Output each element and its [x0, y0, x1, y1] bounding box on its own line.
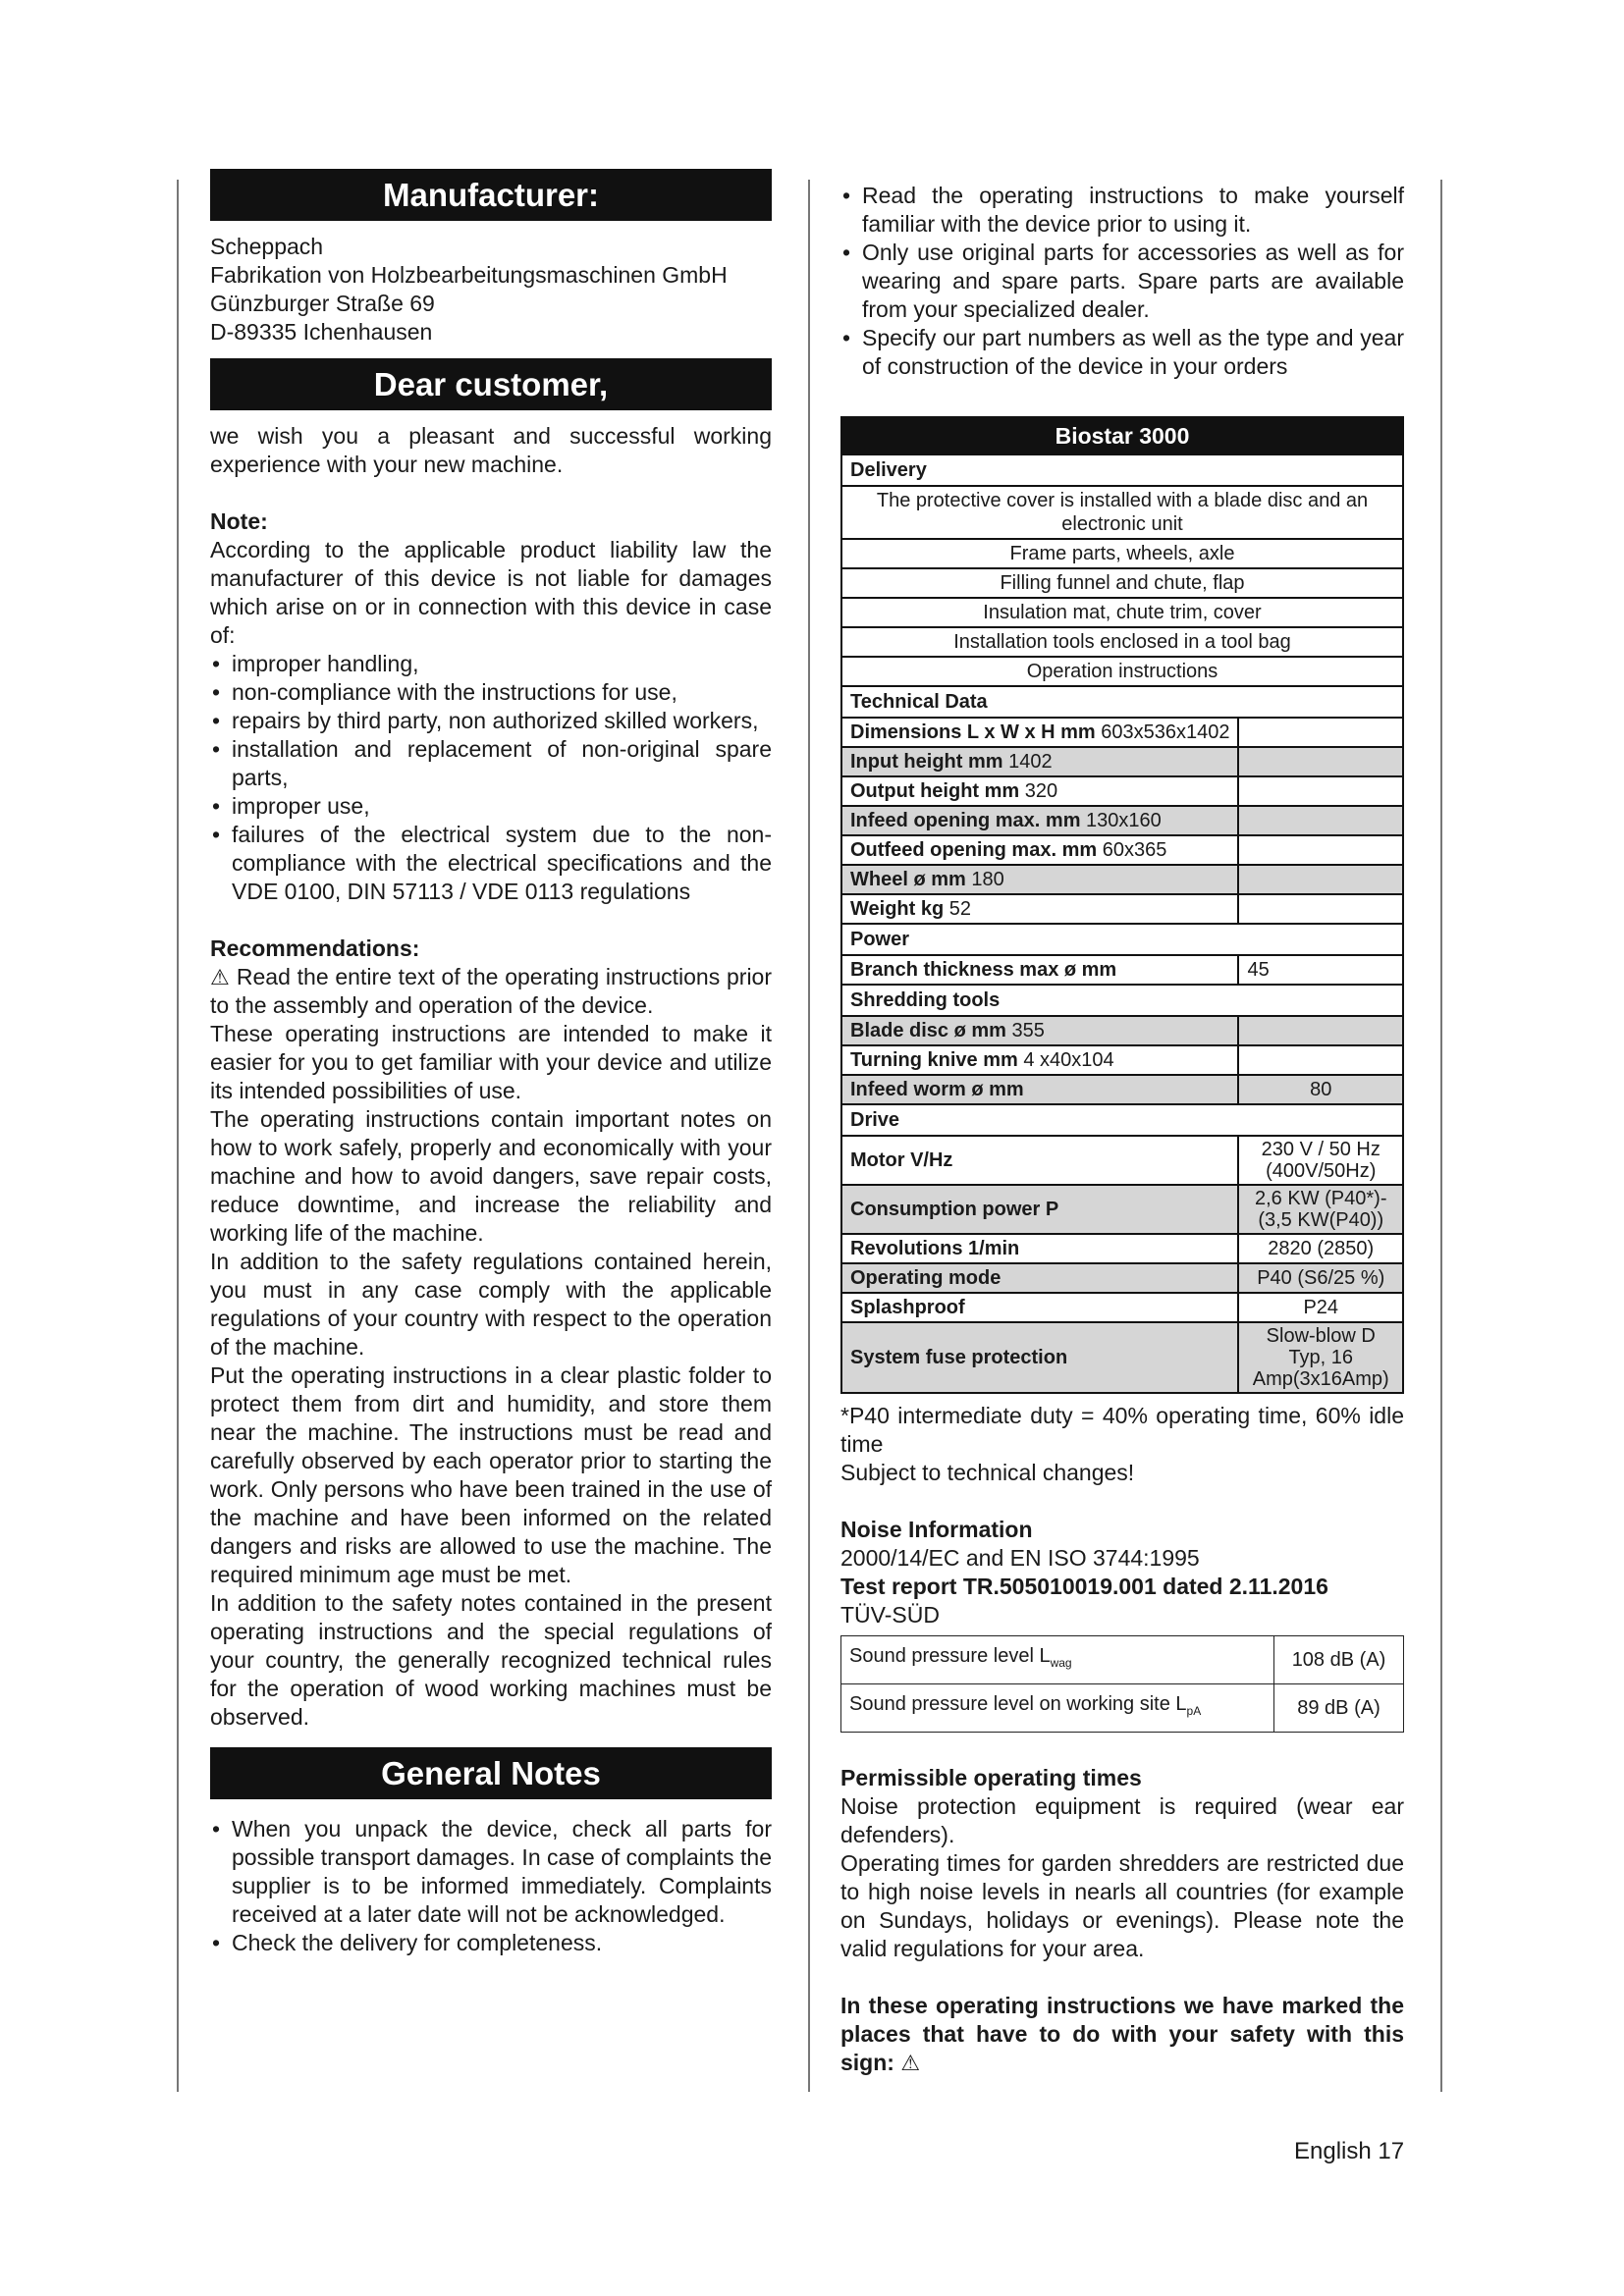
warning-icon: ⚠ [900, 2051, 921, 2075]
general-notes-heading: General Notes [210, 1747, 772, 1799]
manufacturer-heading: Manufacturer: [210, 169, 772, 221]
delivery-item: The protective cover is installed with a blade disc and an electronic unit [841, 486, 1403, 539]
list-item: • Check the delivery for completeness. [210, 1929, 772, 1957]
table-row [841, 1293, 1403, 1322]
revolutions-label: Revolutions 1/min [841, 1234, 1238, 1263]
dear-customer-text: we wish you a pleasant and successful working experience with your new machine. [210, 423, 772, 477]
weight-value: 52 [948, 898, 971, 920]
table-row [841, 894, 1403, 924]
recommendation-paragraph: ⚠ Read the entire text of the operating instructions prior to the assembly and operation of the device. [210, 964, 772, 1018]
output-height-label: Output height mm [850, 780, 1020, 802]
address-line: D-89335 Ichenhausen [210, 319, 433, 345]
page-number: English 17 [1294, 2138, 1405, 2164]
list-item: • failures of the electrical system due to the non-compliance with the electrical specifications and the VDE 0100, DIN 57113 / VDE 0113 regulations [210, 821, 772, 906]
operating-mode-label: Operating mode [841, 1263, 1238, 1293]
spec-table [840, 416, 1404, 1394]
fuse-label: System fuse protection [841, 1322, 1238, 1393]
right-margin-rule [1440, 180, 1442, 2092]
noise-standard: 2000/14/EC and EN ISO 3744:1995 [840, 1545, 1200, 1571]
warning-icon: ⚠ [210, 965, 231, 989]
table-row [841, 865, 1403, 894]
subject-to-change: Subject to technical changes! [840, 1460, 1135, 1485]
list-item: • Read the operating instructions to make yourself familiar with the device prior to using it. [840, 182, 1404, 239]
infeed-opening-label: Infeed opening max. mm [850, 810, 1081, 831]
list-item: • installation and replacement of non-original spare parts, [210, 735, 772, 792]
noise-heading: Noise Information [840, 1517, 1033, 1542]
address-line: Fabrikation von Holzbearbeitungsmaschinen GmbH [210, 262, 728, 288]
drive-heading: Drive [841, 1104, 1403, 1136]
fuse-value: Slow-blow D Typ, 16 Amp(3x16Amp) [1238, 1322, 1403, 1393]
shredding-tools-heading: Shredding tools [841, 985, 1403, 1016]
list-item: • improper handling, [210, 650, 772, 678]
outfeed-opening-label: Outfeed opening max. mm [850, 839, 1098, 861]
delivery-item: Installation tools enclosed in a tool bag [841, 627, 1403, 657]
note-heading: Note: [210, 508, 268, 534]
table-row [841, 955, 1403, 985]
recommendation-paragraph: These operating instructions are intended to make it easier for you to get familiar with your device and utilize its intended possibilities of use. [210, 1021, 772, 1103]
table-row [841, 1322, 1403, 1393]
table-row [841, 1016, 1403, 1045]
table-row [841, 718, 1403, 747]
recommendation-paragraph: Put the operating instructions in a clear plastic folder to protect them from dirt and humidity, and store them near the machine. The instructions must be read and carefully observed by each operator prior to starting the work. Only persons who have been trained in the use of the machine and have been informed on the related dangers and risks are allowed to use the machine. The required minimum age must be met. [210, 1362, 772, 1587]
list-item: • improper use, [210, 792, 772, 821]
outfeed-opening-value: 60x365 [1102, 839, 1167, 861]
table-row [841, 747, 1403, 776]
general-notes-list [210, 1815, 772, 1957]
left-margin-rule [177, 180, 179, 2092]
noise-row-label: Sound pressure level $L_{wag}$ [841, 1636, 1274, 1684]
infeed-worm-value: 80 [1238, 1075, 1403, 1104]
intro-list [840, 182, 1404, 381]
address-line: Scheppach [210, 234, 324, 259]
list-item: • repairs by third party, non authorized skilled workers, [210, 707, 772, 735]
blade-disc-value: 355 [1011, 1020, 1045, 1041]
right-column [840, 182, 1404, 2077]
table-row [841, 1075, 1403, 1104]
address-line: Günzburger Straße 69 [210, 291, 435, 316]
power-heading: Power [841, 924, 1403, 955]
table-row [841, 1263, 1403, 1293]
recommendation-paragraph: The operating instructions contain important notes on how to work safely, properly and economically with your machine and how to avoid dangers, save repair costs, reduce downtime, and increase the reliability and working life of the machine. [210, 1106, 772, 1246]
table-row [841, 1234, 1403, 1263]
table-row [841, 835, 1403, 865]
splashproof-value: P24 [1238, 1293, 1403, 1322]
wheel-label: Wheel ø mm [850, 869, 966, 890]
operating-times-heading: Permissible operating times [840, 1765, 1142, 1790]
note-list [210, 650, 772, 906]
output-height-value: 320 [1024, 780, 1058, 802]
dear-customer-heading: Dear customer, [210, 358, 772, 410]
weight-label: Weight kg [850, 898, 945, 920]
branch-thickness-value: 45 [1238, 955, 1403, 985]
input-height-value: 1402 [1008, 751, 1053, 773]
note-text: According to the applicable product liability law the manufacturer of this device is not liable for damages which arise on or in connection with this device in case of: [210, 537, 772, 648]
noise-row-value: 89 dB (A) [1274, 1684, 1404, 1733]
splashproof-label: Splashproof [841, 1293, 1238, 1322]
revolutions-value: 2820 (2850) [1238, 1234, 1403, 1263]
branch-thickness-label: Branch thickness max ø mm [841, 955, 1238, 985]
blade-disc-label: Blade disc ø mm [850, 1020, 1006, 1041]
wheel-value: 180 [971, 869, 1004, 890]
center-column-rule [808, 180, 810, 2092]
noise-test-report: Test report TR.505010019.001 dated 2.11.2016 [840, 1574, 1328, 1599]
turning-knive-value: 4 x40x104 [1023, 1049, 1114, 1071]
operating-mode-value: P40 (S6/25 %) [1238, 1263, 1403, 1293]
delivery-item: Operation instructions [841, 657, 1403, 686]
recommendations-heading: Recommendations: [210, 935, 420, 961]
list-item: • Only use original parts for accessories as well as for wearing and spare parts. Spare parts are available from your specialized dealer. [840, 239, 1404, 324]
left-column [210, 169, 772, 1957]
dimensions-value: 603x536x1402 [1101, 721, 1230, 743]
recommendation-paragraph: In addition to the safety regulations contained herein, you must in any case comply with the applicable regulations of your country with respect to the operation of the machine. [210, 1249, 772, 1360]
motor-value: 230 V / 50 Hz (400V/50Hz) [1238, 1136, 1403, 1185]
table-row [841, 1636, 1404, 1684]
consumption-label: Consumption power P [841, 1185, 1238, 1234]
input-height-label: Input height mm [850, 751, 1003, 773]
footnote: *P40 intermediate duty = 40% operating time, 60% idle time [840, 1403, 1404, 1457]
delivery-item: Frame parts, wheels, axle [841, 539, 1403, 568]
noise-row-label: Sound pressure level on working site $L_{pA}$ [841, 1684, 1274, 1733]
infeed-worm-label: Infeed worm ø mm [841, 1075, 1238, 1104]
dimensions-label: Dimensions L x W x H mm [850, 721, 1096, 743]
table-row [841, 776, 1403, 806]
noise-table [840, 1635, 1404, 1733]
delivery-item: Insulation mat, chute trim, cover [841, 598, 1403, 627]
recommendation-paragraph: In addition to the safety notes contained in the present operating instructions and the special regulations of your country, the generally recognized technical rules for the operation of wood working machines must be observed. [210, 1590, 772, 1730]
motor-label: Motor V/Hz [841, 1136, 1238, 1185]
infeed-opening-value: 130x160 [1086, 810, 1162, 831]
table-row [841, 806, 1403, 835]
list-item: • When you unpack the device, check all parts for possible transport damages. In case of complaints the supplier is to be informed immediately. Complaints received at a later date will not be acknowledged. [210, 1815, 772, 1929]
table-row [841, 1136, 1403, 1185]
operating-times-text: Noise protection equipment is required (wear ear defenders). [840, 1793, 1404, 1847]
technical-data-heading: Technical Data [841, 686, 1403, 718]
safety-marker-text: In these operating instructions we have marked the places that have to do with your safety with this sign: ⚠ [840, 1993, 1404, 2075]
noise-authority: TÜV-SÜD [840, 1602, 940, 1628]
consumption-value: 2,6 KW (P40*)-(3,5 KW(P40)) [1238, 1185, 1403, 1234]
delivery-item: Filling funnel and chute, flap [841, 568, 1403, 598]
operating-times-text: Operating times for garden shredders are restricted due to high noise levels in nearls all countries (for example on Sundays, holidays or evenings). Please note the valid regulations for your area. [840, 1850, 1404, 1961]
list-item: • Specify our part numbers as well as the type and year of construction of the device in your orders [840, 324, 1404, 381]
turning-knive-label: Turning knive mm [850, 1049, 1018, 1071]
noise-row-value: 108 dB (A) [1274, 1636, 1404, 1684]
list-item: • non-compliance with the instructions for use, [210, 678, 772, 707]
manufacturer-address [210, 233, 772, 347]
delivery-heading: Delivery [841, 454, 1403, 486]
table-row [841, 1045, 1403, 1075]
spec-table-title: Biostar 3000 [841, 417, 1403, 454]
table-row [841, 1684, 1404, 1733]
table-row [841, 1185, 1403, 1234]
